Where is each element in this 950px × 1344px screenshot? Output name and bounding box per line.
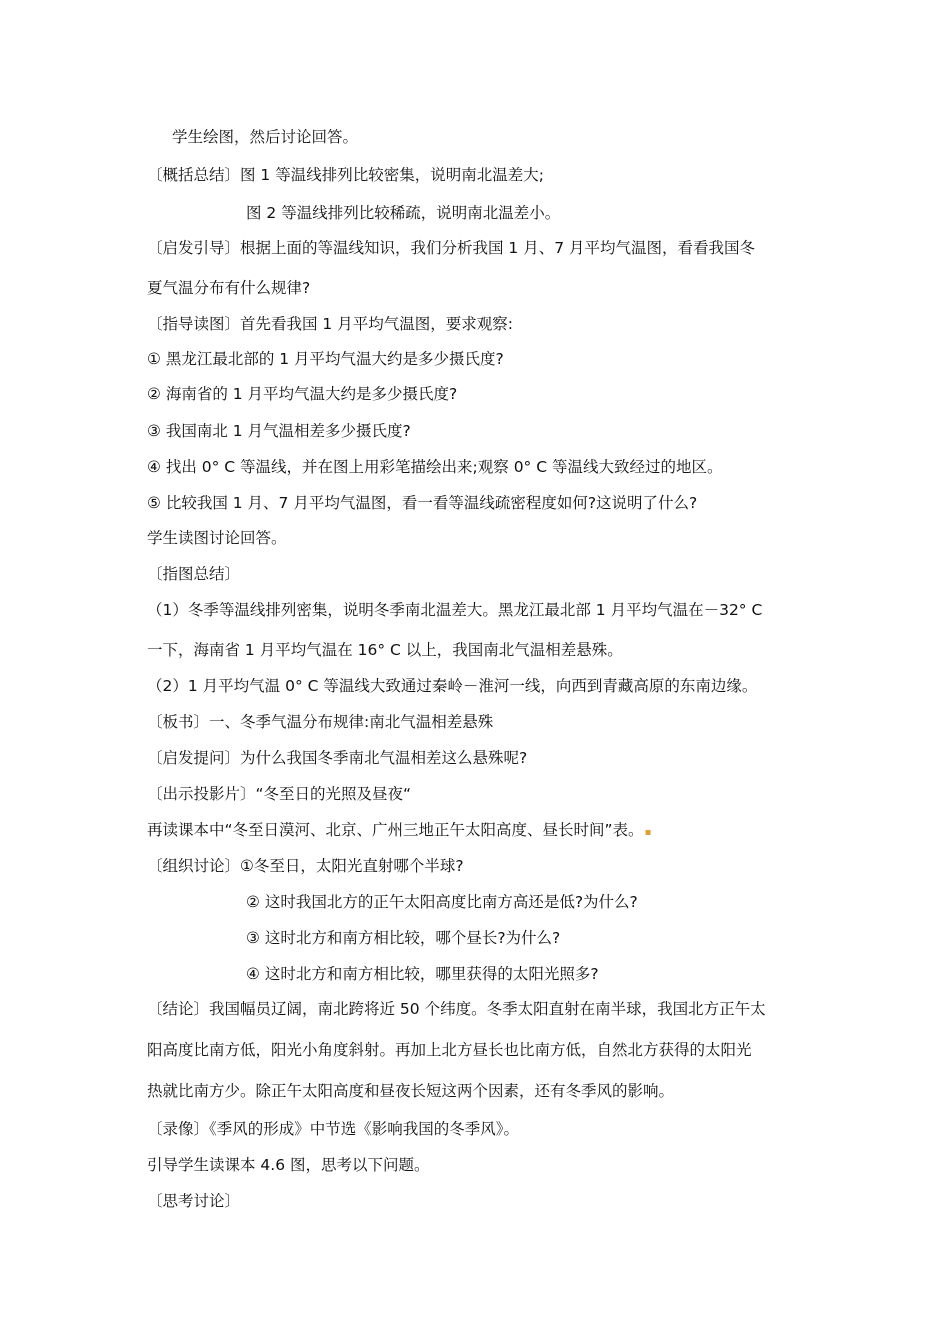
text-line: 学生读图讨论回答。	[147, 529, 287, 547]
text-line: 夏气温分布有什么规律?	[147, 279, 311, 297]
section-heading: 〔思考讨论〕	[147, 1192, 241, 1210]
text-line: 热就比南方少。除正午太阳高度和昼夜长短这两个因素，还有冬季风的影响。	[147, 1082, 675, 1100]
text-line: 〔启发引导〕根据上面的等温线知识，我们分析我国 1 月、7 月平均气温图，看看我国冬	[147, 239, 756, 257]
cursor-mark-icon: ▪	[644, 827, 652, 838]
section-heading: 〔指图总结〕	[147, 565, 241, 583]
text-line: 〔指导读图〕首先看我国 1 月平均气温图，要求观察:	[147, 315, 513, 333]
text-line: （2）1 月平均气温 0° C 等温线大致通过秦岭－淮河一线，向西到青藏高原的东南边缘。	[147, 677, 758, 695]
list-item: ① 黑龙江最北部的 1 月平均气温大约是多少摄氏度?	[147, 350, 504, 368]
list-item: ② 这时我国北方的正午太阳高度比南方高还是低?为什么?	[246, 893, 638, 911]
text-line: 〔概括总结〕图 1 等温线排列比较密集，说明南北温差大;	[147, 166, 544, 184]
text-line: 图 2 等温线排列比较稀疏，说明南北温差小。	[246, 204, 561, 222]
text-line: 学生绘图，然后讨论回答。	[172, 128, 359, 146]
text-line-content: 再读课本中“冬至日漠河、北京、广州三地正午太阳高度、昼长时间”表。	[147, 821, 644, 839]
text-line: （1）冬季等温线排列密集，说明冬季南北温差大。黑龙江最北部 1 月平均气温在－32° C	[147, 601, 763, 619]
text-line: 〔组织讨论〕①冬至日，太阳光直射哪个半球?	[147, 857, 464, 875]
list-item: ③ 这时北方和南方相比较，哪个昼长?为什么?	[246, 929, 561, 947]
list-item: ④ 找出 0° C 等温线，并在图上用彩笔描绘出来;观察 0° C 等温线大致经过的地区。	[147, 458, 723, 476]
list-item: ③ 我国南北 1 月气温相差多少摄氏度?	[147, 422, 411, 440]
text-line: 〔启发提问〕为什么我国冬季南北气温相差这么悬殊呢?	[147, 749, 528, 767]
text-line: 一下，海南省 1 月平均气温在 16° C 以上，我国南北气温相差悬殊。	[147, 641, 623, 659]
text-line	[147, 820, 651, 843]
list-item: ⑤ 比较我国 1 月、7 月平均气温图，看一看等温线疏密程度如何?这说明了什么?	[147, 494, 698, 512]
text-line: 〔出示投影片〕“冬至日的光照及昼夜“	[147, 785, 412, 803]
list-item: ② 海南省的 1 月平均气温大约是多少摄氏度?	[147, 385, 458, 403]
text-line: 〔录像〕《季风的形成》中节选《影响我国的冬季风》。	[147, 1120, 520, 1138]
text-line: 〔板书〕一、冬季气温分布规律:南北气温相差悬殊	[147, 713, 494, 731]
text-line: 〔结论〕我国幅员辽阔，南北跨将近 50 个纬度。冬季太阳直射在南半球，我国北方正午太	[147, 1000, 766, 1018]
text-line: 引导学生读课本 4.6 图，思考以下问题。	[147, 1156, 430, 1174]
text-line: 阳高度比南方低，阳光小角度斜射。再加上北方昼长也比南方低，自然北方获得的太阳光	[147, 1041, 752, 1059]
list-item: ④ 这时北方和南方相比较，哪里获得的太阳光照多?	[246, 965, 599, 983]
